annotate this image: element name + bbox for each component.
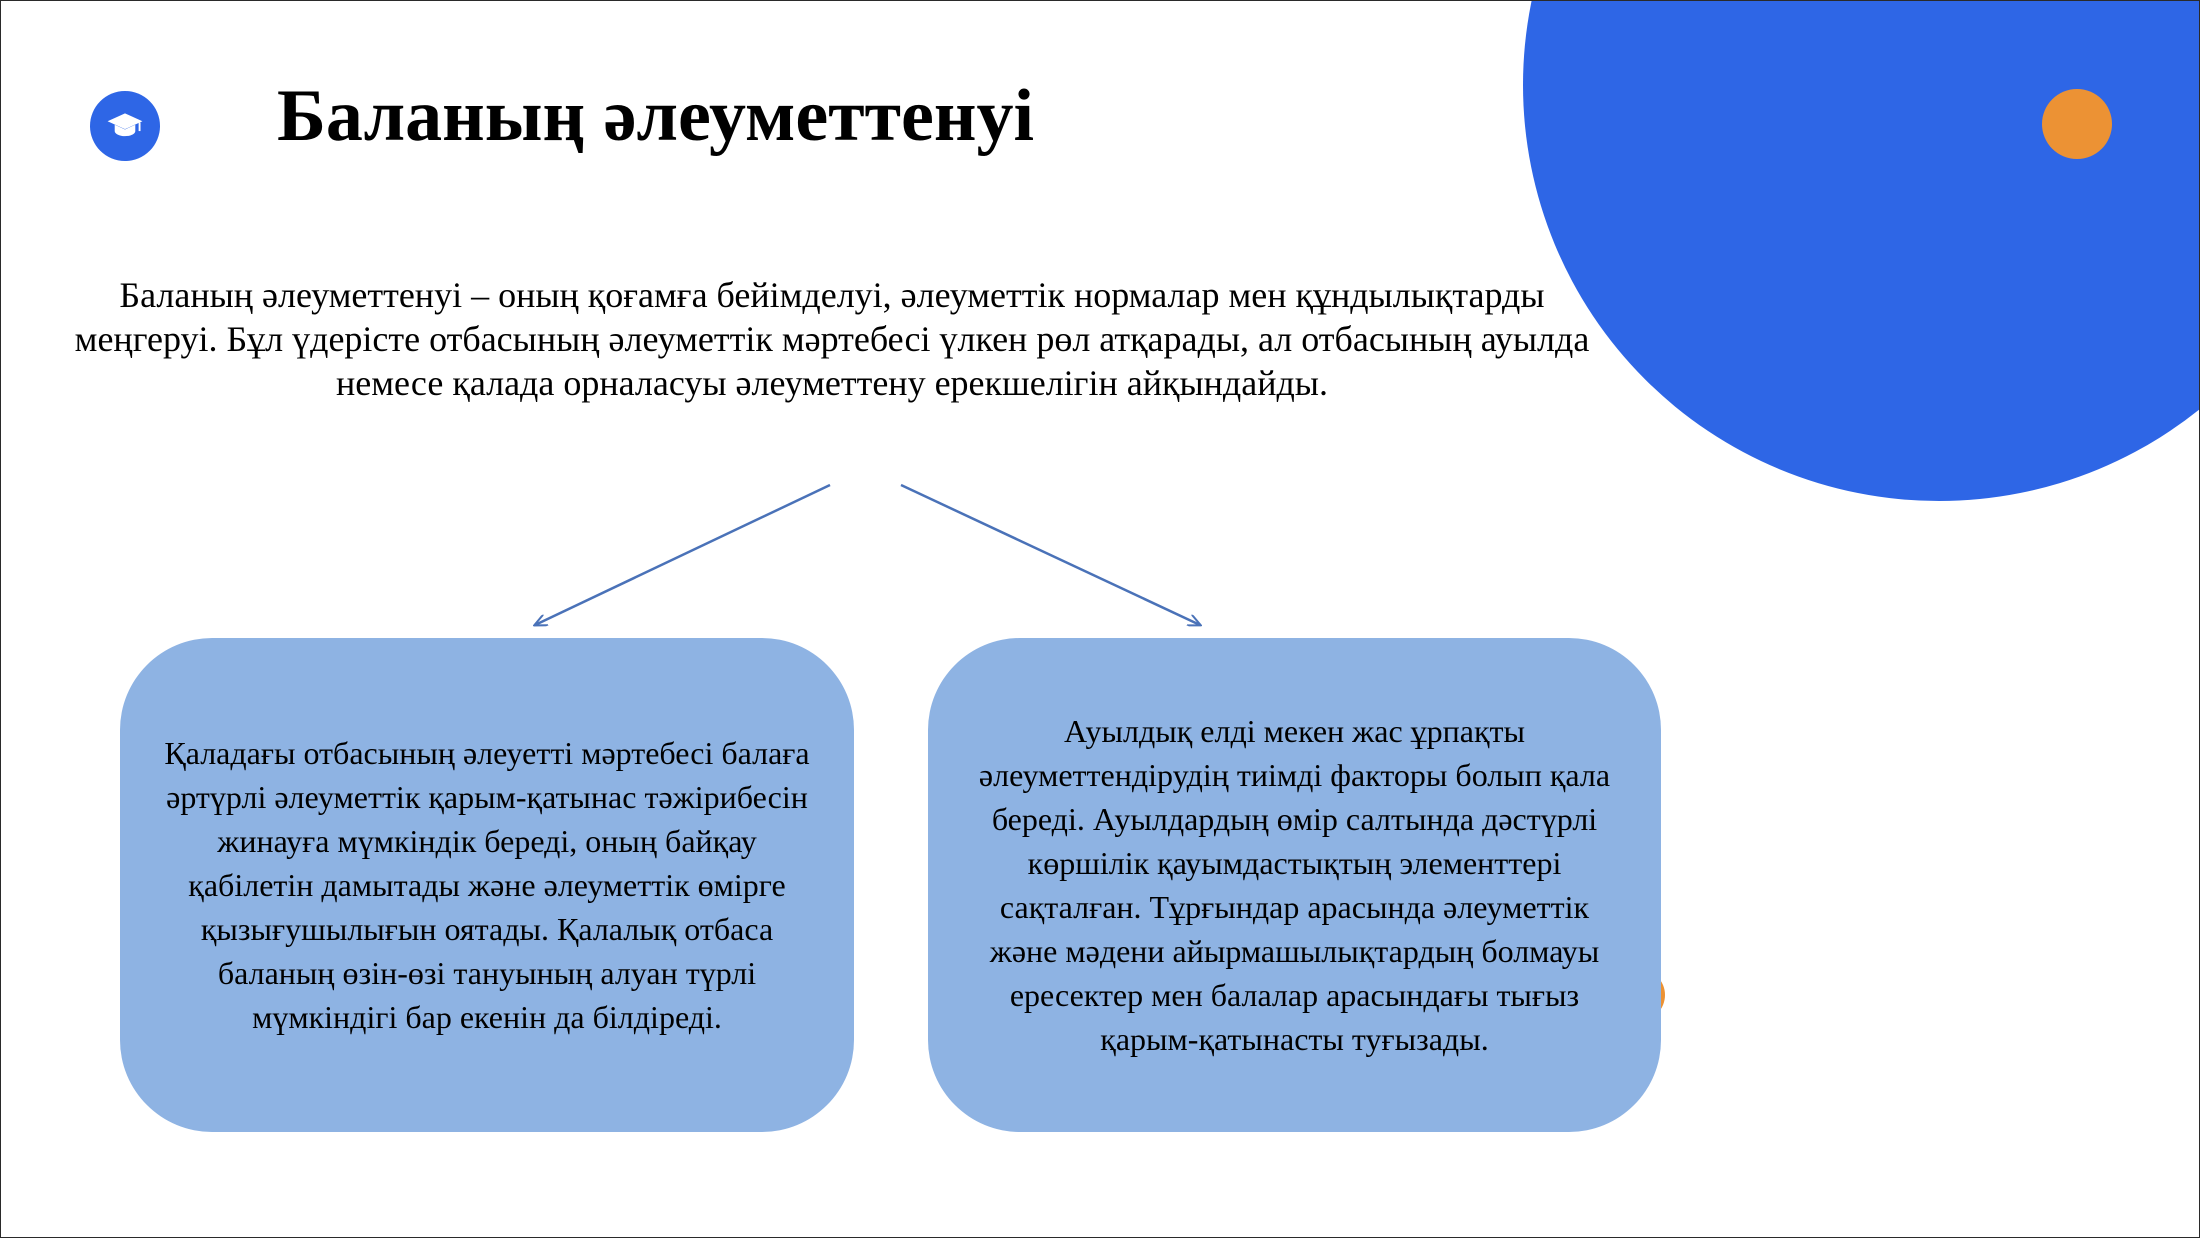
city-family-box [120, 638, 854, 1132]
arrow-to-city-box [535, 485, 830, 625]
graduation-cap-badge [90, 91, 160, 161]
city-family-text: Қаладағы отбасының әлеуетті мәртебесі балаға әртүрлі әлеуметтік қарым-қатынас тәжірибесін жинауға мүмкіндік береді, оның байқау қабілетін дамытады және әлеуметтік өмірге қызығушылығын оятады. Қалалық отбаса баланың өзін-өзі тануының алуан түрлі мүмкіндігі бар екенін да білдіреді. [164, 735, 810, 1035]
village-family-box [928, 638, 1661, 1132]
intro-paragraph: Баланың әлеуметтенуі – оның қоғамға бейімделуі, әлеуметтік нормалар мен құндылықтарды меңгеруі. Бұл үдерісте отбасының әлеуметтік мәртебесі үлкен рөл атқарады, ал отбасының ауылда немесе қалада орналасуы әлеуметтену ерекшелігін айқындайды. [74, 275, 1590, 403]
decorative-blue-circle [1523, 0, 2200, 501]
decorative-orange-dot [2042, 89, 2112, 159]
graduation-cap-icon [106, 107, 144, 145]
page-title: Баланың әлеуметтенуі [277, 75, 1035, 157]
arrow-to-village-box [901, 485, 1200, 625]
village-family-text: Ауылдық елді мекен жас ұрпақты әлеуметтендірудің тиімді факторы болып қала береді. Ауылдардың өмір салтында дәстүрлі көршілік қауымдастықтың элементтері сақталған. Тұрғындар арасында әлеуметтік және мәдени айырмашылықтардың болмауы ересектер мен балалар арасындағы тығыз қарым-қатынасты туғызады. [978, 713, 1611, 1057]
